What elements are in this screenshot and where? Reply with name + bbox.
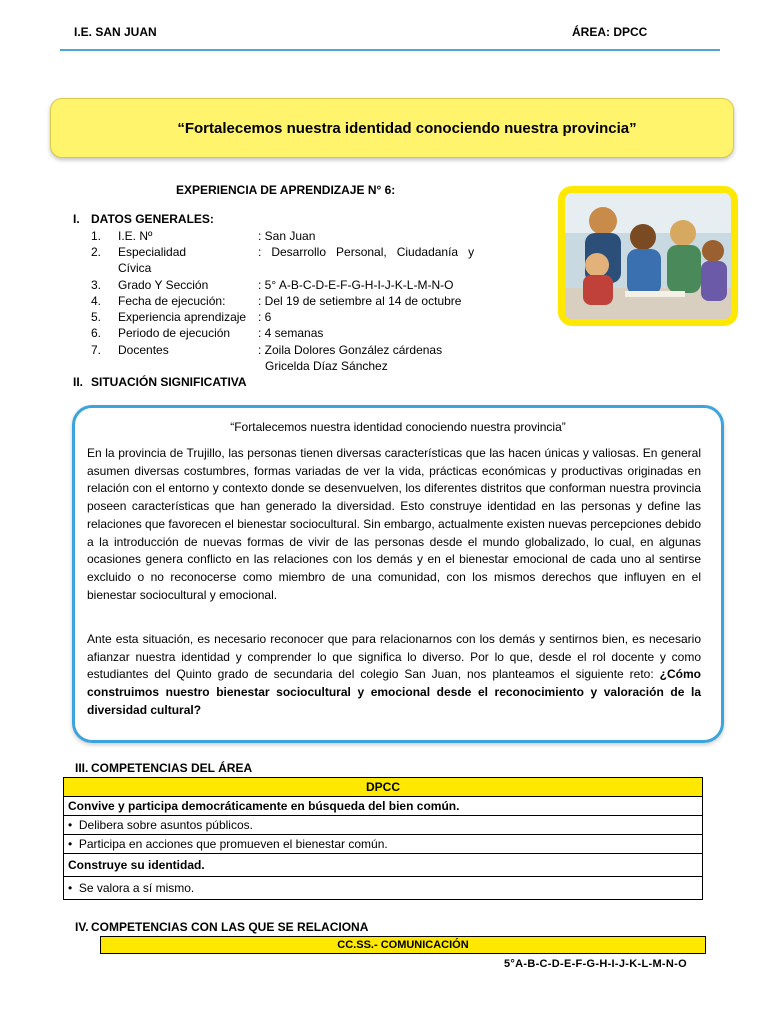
row-label: Especialidad xyxy=(118,245,187,259)
section-3-title: COMPETENCIAS DEL ÁREA xyxy=(91,761,253,775)
table-row xyxy=(64,816,703,835)
section-1-title: DATOS GENERALES: xyxy=(91,212,214,226)
row-value: : 5° A-B-C-D-E-F-G-H-I-J-K-L-M-N-O xyxy=(258,278,454,292)
row-value-continued: Cívica xyxy=(118,261,152,275)
datos-row-4 xyxy=(0,293,500,309)
section-3-number: III. xyxy=(75,761,89,775)
situation-title: “Fortalecemos nuestra identidad conociendo nuestra provincia” xyxy=(230,420,566,434)
row-label: Periodo de ejecución xyxy=(118,326,231,340)
row-label: Docentes xyxy=(118,343,169,357)
situation-box xyxy=(72,405,724,743)
row-value: : 6 xyxy=(258,310,272,324)
paragraph-2-text: Ante esta situación, es necesario reconocer que para relacionarnos con los demás y sentirnos bien, es necesario afianzar nuestra identidad y comprender lo que significa lo diverso. Por lo que, desde el rol docente y como estudiantes del Quinto grado de secundaria del colegio San Juan, nos planteamos el siguiente reto: xyxy=(87,632,701,682)
datos-row-3 xyxy=(0,277,500,293)
datos-row-6 xyxy=(0,325,500,341)
section-4-title: COMPETENCIAS CON LAS QUE SE RELACIONA xyxy=(91,920,369,934)
table-row xyxy=(64,797,703,816)
challenge-question: ¿Cómo construimos nuestro bienestar sociocultural y emocional desde el reconocimiento y valoración de la diversidad cultural? xyxy=(87,667,701,717)
row-label: Experiencia aprendizaje xyxy=(118,310,247,324)
section-2-number: II. xyxy=(73,375,84,389)
row-value: : Del 19 de setiembre al 14 de octubre xyxy=(258,294,462,308)
table-row xyxy=(64,854,703,877)
row-number: 6. xyxy=(91,326,102,340)
datos-row-5 xyxy=(0,309,500,325)
table-header-dpcc: DPCC xyxy=(64,778,703,797)
row-number: 5. xyxy=(91,310,102,324)
students-illustration xyxy=(565,193,731,319)
row-number: 4. xyxy=(91,294,102,308)
row-label: Grado Y Sección xyxy=(118,278,209,292)
table-row xyxy=(64,835,703,854)
situation-paragraph-2 xyxy=(87,631,701,720)
table-header-row xyxy=(64,778,703,797)
banner-title: “Fortalecemos nuestra identidad conociendo nuestra provincia” xyxy=(177,119,637,137)
section-1-number: I. xyxy=(73,212,80,226)
datos-row-1 xyxy=(0,228,500,244)
school-name: I.E. SAN JUAN xyxy=(74,25,157,39)
situation-paragraph-1: En la provincia de Trujillo, las personas tienen diversas características que las hacen únicas y valiosas. En general asumen diversas costumbres, formas variadas de ver la vida, prácticas económicas y productivas originadas en relación con el entorno y contexto donde se desenvuelven, los diferentes distritos que conforman nuestra provincia poseen características que han generado la diversidad. Esto construye identidad en las personas y define las relaciones que favorecen el bienestar sociocultural. Sin embargo, actualmente existen nuevas percepciones debido a la introducción de nuevas formas de vivir de las personas desde el mundo globalizado, lo cual, en algunas ocasiones genera conflicto en las relaciones con los demás y en el bienestar emocional de cada uno al sentirse excluido o no reconocerse como miembro de una comunidad, con los mismos derechos que influyen en el bienestar sociocultural y emocional. xyxy=(87,446,701,602)
row-number: 7. xyxy=(91,343,102,357)
row-number: 2. xyxy=(91,245,102,259)
competencies-table xyxy=(63,777,703,900)
section-2-title: SITUACIÓN SIGNIFICATIVA xyxy=(91,375,247,389)
row-number: 3. xyxy=(91,278,102,292)
area-label: ÁREA: DPCC xyxy=(572,25,648,39)
header-divider xyxy=(60,49,720,51)
row-value: : Zoila Dolores González cárdenas xyxy=(258,343,443,357)
title-banner xyxy=(50,98,734,158)
capacity-item: • Participa en acciones que promueven el bienestar común. xyxy=(64,835,703,854)
row-value-continued: Gricelda Díaz Sánchez xyxy=(265,359,388,373)
competency-2: Construye su identidad. xyxy=(64,854,703,877)
students-photo xyxy=(558,186,738,326)
related-competencies-bar: CC.SS.- COMUNICACIÓN xyxy=(100,936,706,954)
experience-title: EXPERIENCIA DE APRENDIZAJE N° 6: xyxy=(176,183,396,197)
datos-row-2 xyxy=(0,244,500,276)
row-value: : Desarrollo Personal, Ciudadanía y xyxy=(258,245,475,259)
row-label: I.E. Nº xyxy=(118,229,153,243)
section-4-number: IV. xyxy=(75,920,89,934)
capacity-item: • Delibera sobre asuntos públicos. xyxy=(64,816,703,835)
capacity-item: • Se valora a sí mismo. xyxy=(64,877,703,900)
row-label: Fecha de ejecución: xyxy=(118,294,226,308)
competency-1: Convive y participa democráticamente en búsqueda del bien común. xyxy=(64,797,703,816)
grades-sections: 5°A-B-C-D-E-F-G-H-I-J-K-L-M-N-O xyxy=(504,958,687,970)
table-row xyxy=(64,877,703,900)
datos-row-7 xyxy=(0,342,500,374)
row-number: 1. xyxy=(91,229,102,243)
row-value: : 4 semanas xyxy=(258,326,324,340)
row-value: : San Juan xyxy=(258,229,316,243)
